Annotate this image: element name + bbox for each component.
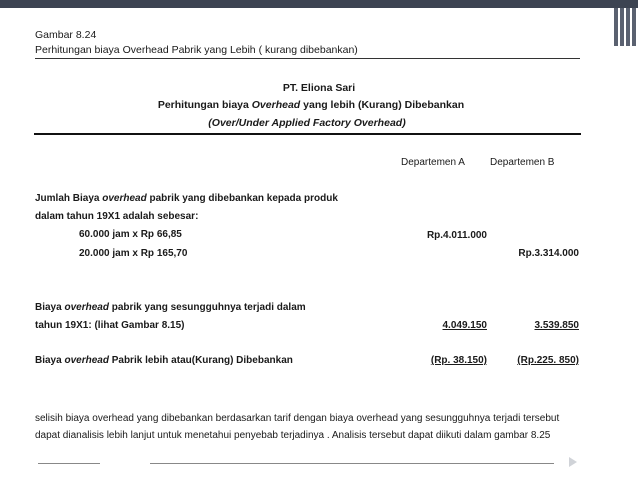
applied-label-line1: Jumlah Biaya overhead pabrik yang dibebankan kepada produk: [35, 193, 338, 204]
report-title: Perhitungan biaya Overhead yang lebih (Kurang) Dibebankan: [157, 99, 465, 111]
column-header-dept-a: Departemen A: [401, 157, 465, 168]
slide-corner-tabs: [612, 8, 638, 46]
applied-amount-b: Rp.3.314.000: [518, 248, 579, 259]
figure-number: Gambar 8.24: [35, 29, 97, 41]
column-header-dept-b: Departemen B: [490, 157, 555, 168]
report-subtitle: (Over/Under Applied Factory Overhead): [208, 117, 406, 129]
note-line2: dapat dianalisis lebih lanjut untuk menetahui penyebab terjadinya . Analisis tersebut dapat diikuti dalam gambar 8.25: [35, 430, 551, 441]
header-divider: [34, 133, 581, 135]
slide-top-bar: [0, 0, 638, 8]
applied-calc-a: 60.000 jam x Rp 66,85: [79, 229, 182, 240]
variance-amount-a: (Rp. 38.150): [430, 355, 487, 366]
footer-rule-right: [150, 463, 554, 464]
applied-label-line2: dalam tahun 19X1 adalah sebesar:: [35, 211, 199, 222]
variance-amount-b: (Rp.225. 850): [517, 355, 579, 366]
applied-amount-a: Rp.4.011.000: [426, 230, 487, 241]
actual-amount-b: 3.539.850: [534, 320, 579, 331]
actual-label-line1: Biaya overhead pabrik yang sesungguhnya terjadi dalam: [35, 302, 306, 313]
variance-label: Biaya overhead Pabrik lebih atau(Kurang) Dibebankan: [35, 355, 293, 366]
footer-rule-left: [38, 463, 100, 464]
actual-amount-a: 4.049.150: [442, 320, 487, 331]
caption-divider: [35, 58, 580, 59]
applied-calc-b: 20.000 jam x Rp 165,70: [79, 248, 188, 259]
note-line1: selisih biaya overhead yang dibebankan berdasarkan tarif dengan biaya overhead yang sesungguhnya terjadi tersebut: [35, 413, 560, 424]
slide-arrow-icon: [566, 455, 580, 469]
figure-caption: Perhitungan biaya Overhead Pabrik yang Lebih ( kurang dibebankan): [35, 44, 358, 56]
company-name: PT. Eliona Sari: [282, 82, 356, 94]
actual-label-line2: tahun 19X1: (lihat Gambar 8.15): [35, 320, 185, 331]
